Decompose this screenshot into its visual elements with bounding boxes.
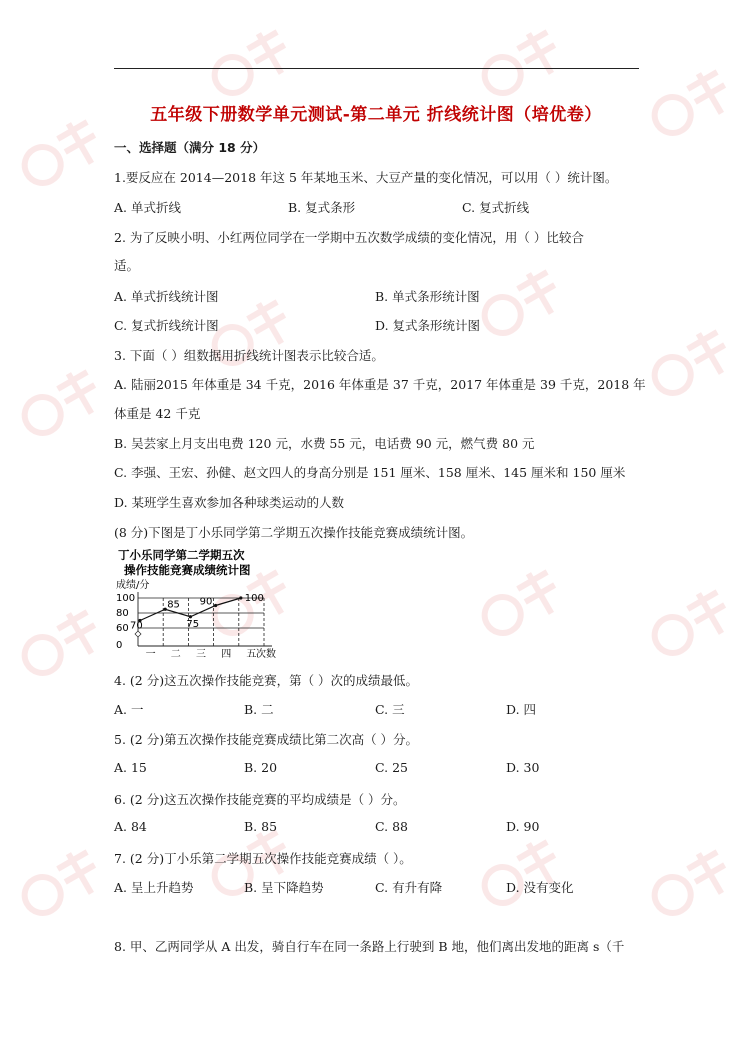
option-5b: B. 20 — [244, 760, 278, 775]
question-4: 4. (2 分)这五次操作技能竞赛，第（ ）次的成绩最低。 — [114, 673, 419, 688]
data-label: 90 — [199, 596, 213, 608]
option-7b: B. 呈下降趋势 — [244, 880, 324, 895]
watermark-logo — [10, 600, 110, 690]
document-title: 五年级下册数学单元测试-第二单元 折线统计图（培优卷） — [150, 105, 602, 125]
option-5c: C. 25 — [375, 760, 408, 775]
option-1a: A. 单式折线 — [114, 200, 181, 215]
option-1c: C. 复式折线 — [462, 200, 530, 215]
option-3a: A. 陆丽2015 年体重是 34 千克，2016 年体重是 37 千克，2017 年体重是 39 千克，2018 年 — [114, 377, 646, 392]
watermark-logo — [200, 20, 300, 110]
option-7d: D. 没有变化 — [506, 880, 574, 895]
chart-intro: (8 分)下图是丁小乐同学第二学期五次操作技能竞赛成绩统计图。 — [114, 525, 474, 540]
watermark-logo — [640, 320, 740, 410]
watermark-logo — [470, 20, 570, 110]
option-4a: A. 一 — [114, 702, 144, 717]
option-2b: B. 单式条形统计图 — [375, 289, 480, 304]
option-5a: A. 15 — [114, 760, 147, 775]
watermark-logo — [470, 260, 570, 350]
data-label: 100 — [244, 593, 264, 604]
y-tick-label: 60 — [116, 623, 129, 634]
question-1: 1.要反应在 2014—2018 年这 5 年某地玉米、大豆产量的变化情况，可以用（ ）统计图。 — [114, 170, 618, 185]
x-tick-label: 四 — [221, 649, 232, 660]
x-tick-label: 二 — [170, 649, 181, 660]
section-heading: 一、选择题（满分 18 分） — [114, 140, 266, 155]
question-5: 5. (2 分)第五次操作技能竞赛成绩比第二次高（ ）分。 — [114, 732, 419, 747]
x-tick-label: 五 — [246, 649, 257, 660]
chart-subtitle: 操作技能竞赛成绩统计图 — [124, 563, 251, 577]
x-axis-label: 次数 — [256, 649, 276, 660]
score-line-chart — [114, 548, 289, 660]
option-7c: C. 有升有降 — [375, 880, 443, 895]
question-8: 8. 甲、乙两同学从 A 出发，骑自行车在同一条路上行驶到 B 地，他们离出发地的距离 s（千 — [114, 939, 625, 954]
watermark-logo — [10, 360, 110, 450]
data-label: 70 — [130, 620, 143, 632]
question-3: 3. 下面（ ）组数据用折线统计图表示比较合适。 — [114, 348, 384, 363]
option-1b: B. 复式条形 — [288, 200, 356, 215]
option-6c: C. 88 — [375, 819, 408, 834]
x-tick-label: 三 — [196, 649, 206, 660]
y-axis-label: 成绩/分 — [116, 580, 150, 591]
y-tick-label: 80 — [116, 608, 129, 619]
data-label: 85 — [167, 599, 180, 611]
option-4d: D. 四 — [506, 702, 537, 717]
watermark-logo — [470, 830, 570, 920]
data-point — [239, 596, 242, 599]
y-tick-label: 100 — [116, 593, 136, 604]
question-6: 6. (2 分)这五次操作技能竞赛的平均成绩是（ ）分。 — [114, 792, 406, 807]
question-7: 7. (2 分)丁小乐第二学期五次操作技能竞赛成绩（ ）。 — [114, 851, 412, 866]
option-6b: B. 85 — [244, 819, 278, 834]
y-tick-label: 0 — [116, 640, 123, 651]
option-3d: D. 某班学生喜欢参加各种球类运动的人数 — [114, 495, 345, 510]
option-7a: A. 呈上升趋势 — [114, 880, 194, 895]
axis-break — [135, 631, 141, 637]
header-rule — [114, 68, 639, 69]
option-4c: C. 三 — [375, 702, 405, 717]
data-label: 75 — [186, 618, 200, 630]
watermark-logo — [10, 840, 110, 930]
data-point — [214, 604, 217, 607]
x-tick-label: 一 — [145, 649, 156, 660]
option-3b: B. 吴芸家上月支出电费 120 元，水费 55 元，电话费 90 元，燃气费 80 元 — [114, 436, 535, 451]
chart-title: 丁小乐同学第二学期五次 — [118, 548, 245, 562]
watermark-logo — [470, 560, 570, 650]
option-3c: C. 李强、王宏、孙健、赵文四人的身高分别是 151 厘米、158 厘米、145 厘米和 150 厘米 — [114, 465, 626, 480]
option-6a: A. 84 — [114, 819, 147, 834]
option-2a: A. 单式折线统计图 — [114, 289, 219, 304]
option-3a-cont: 体重是 42 千克 — [114, 406, 201, 421]
option-5d: D. 30 — [506, 760, 540, 775]
option-4b: B. 二 — [244, 702, 274, 717]
watermark-logo — [640, 840, 740, 930]
watermark-logo — [640, 580, 740, 670]
option-2d: D. 复式条形统计图 — [375, 318, 481, 333]
question-2-cont: 适。 — [114, 258, 140, 273]
option-2c: C. 复式折线统计图 — [114, 318, 219, 333]
question-2: 2. 为了反映小明、小红两位同学在一学期中五次数学成绩的变化情况，用（ ）比较合 — [114, 230, 584, 245]
option-6d: D. 90 — [506, 819, 540, 834]
